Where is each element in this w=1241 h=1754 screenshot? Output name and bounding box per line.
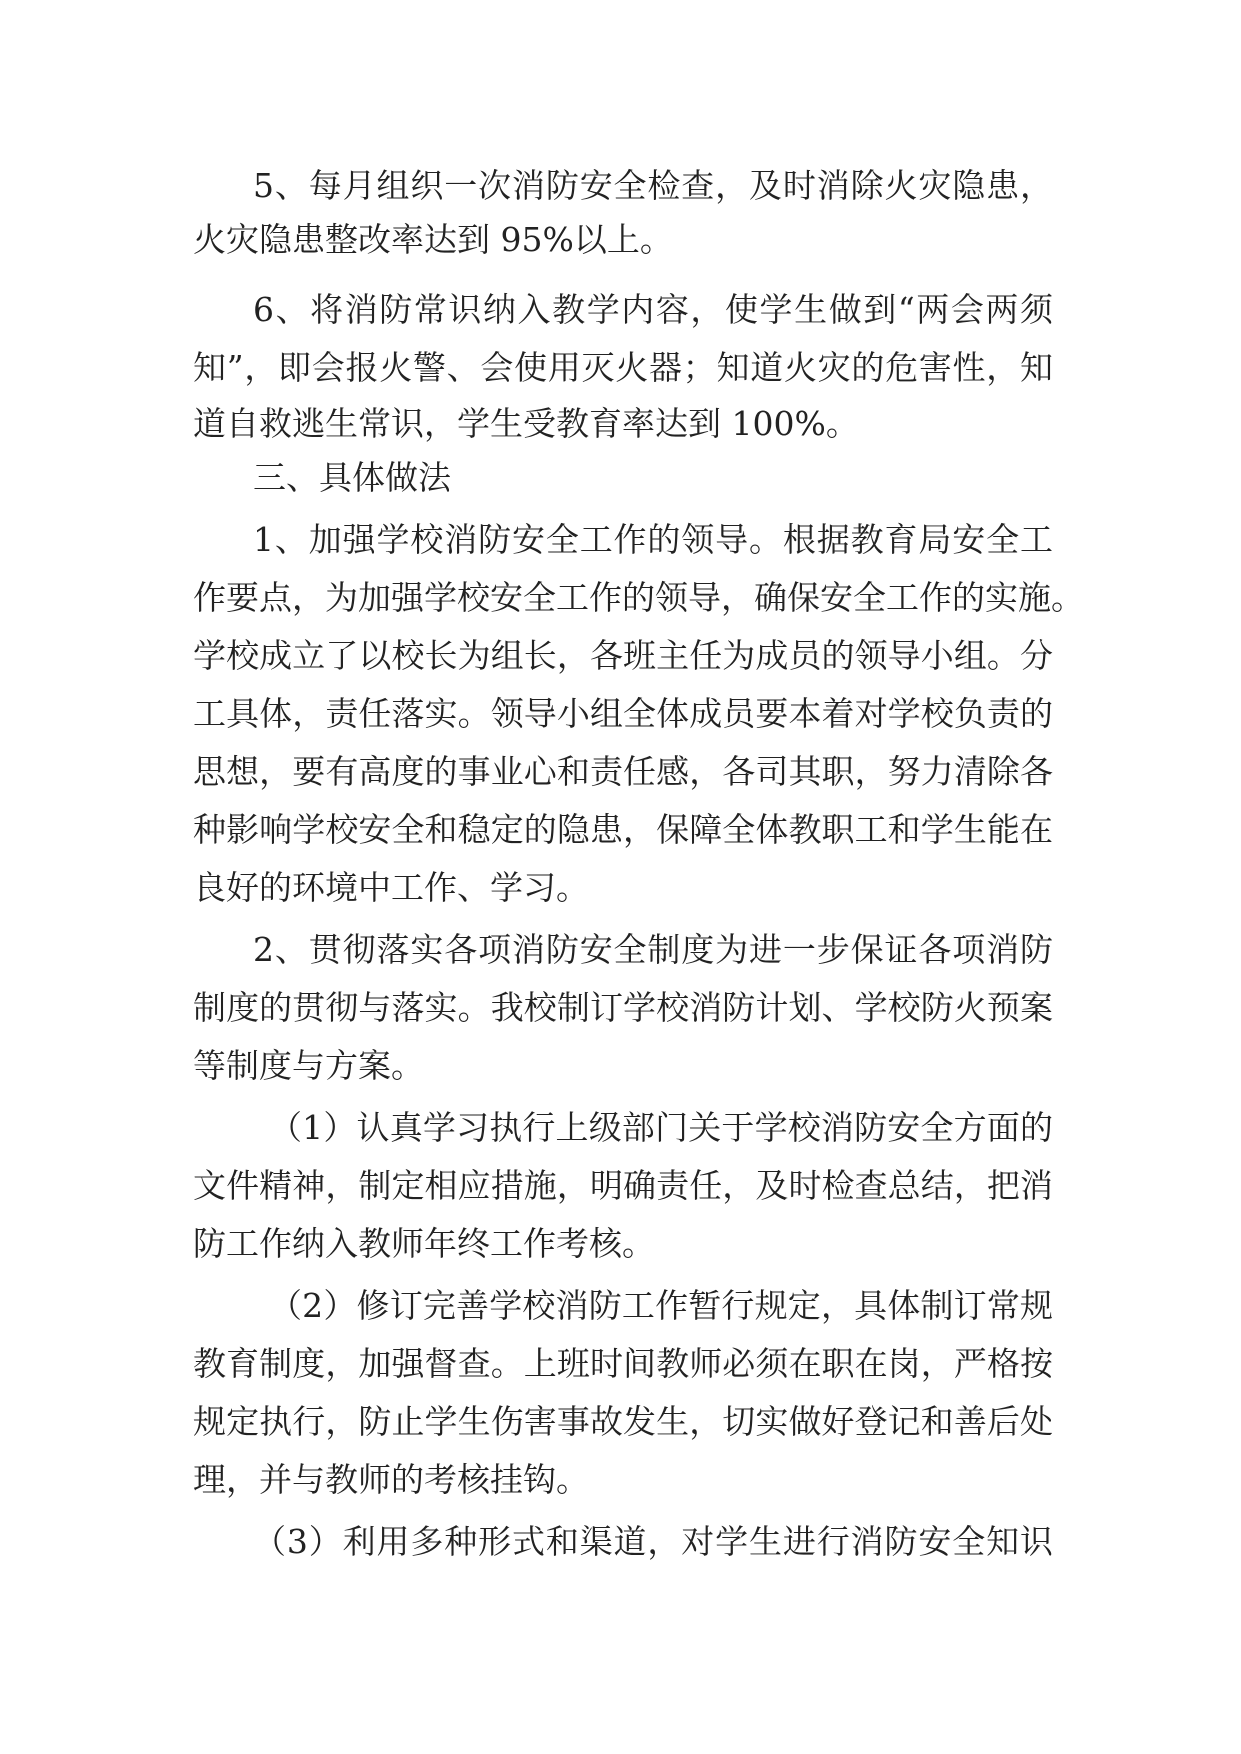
paragraph-line: 工具体，责任落实。领导小组全体成员要本着对学校负责的 [193,694,1053,733]
paragraph-line: 思想，要有高度的事业心和责任感，各司其职，努力清除各 [193,752,1053,791]
paragraph-line: 火灾隐患整改率达到 95%以上。 [193,220,673,259]
paragraph-line: （2）修订完善学校消防工作暂行规定，具体制订常规 [269,1286,1053,1325]
section-heading: 三、具体做法 [253,458,451,497]
paragraph-line: 教育制度，加强督查。上班时间教师必须在职在岗，严格按 [193,1344,1053,1383]
paragraph-line: 制度的贯彻与落实。我校制订学校消防计划、学校防火预案 [193,988,1053,1027]
paragraph-line: （1）认真学习执行上级部门关于学校消防安全方面的 [269,1108,1053,1147]
paragraph-line: 2、贯彻落实各项消防安全制度为进一步保证各项消防 [253,930,1053,969]
paragraph-line: 1、加强学校消防安全工作的领导。根据教育局安全工 [253,520,1053,559]
paragraph-line: 等制度与方案。 [193,1046,424,1085]
paragraph-line: 规定执行，防止学生伤害事故发生，切实做好登记和善后处 [193,1402,1053,1441]
paragraph-line: 文件精神，制定相应措施，明确责任，及时检查总结，把消 [193,1166,1053,1205]
paragraph-line: 防工作纳入教师年终工作考核。 [193,1224,655,1263]
paragraph-line: 学校成立了以校长为组长，各班主任为成员的领导小组。分 [193,636,1053,675]
paragraph-line: 种影响学校安全和稳定的隐患，保障全体教职工和学生能在 [193,810,1053,849]
paragraph-line: 良好的环境中工作、学习。 [193,868,589,907]
paragraph-line: 作要点，为加强学校安全工作的领导，确保安全工作的实施。 [193,578,1084,617]
paragraph-line: 6、将消防常识纳入教学内容，使学生做到“两会两须 [253,290,1053,329]
paragraph-line: （3）利用多种形式和渠道，对学生进行消防安全知识 [253,1522,1053,1561]
paragraph-line: 道自救逃生常识，学生受教育率达到 100%。 [193,404,859,443]
document-body [193,157,1084,1561]
paragraph-line: 知”，即会报火警、会使用灭火器；知道火灾的危害性，知 [193,348,1053,387]
paragraph-line: 5、每月组织一次消防安全检查，及时消除火灾隐患， [253,166,1053,205]
paragraph-line: 理，并与教师的考核挂钩。 [193,1460,589,1499]
